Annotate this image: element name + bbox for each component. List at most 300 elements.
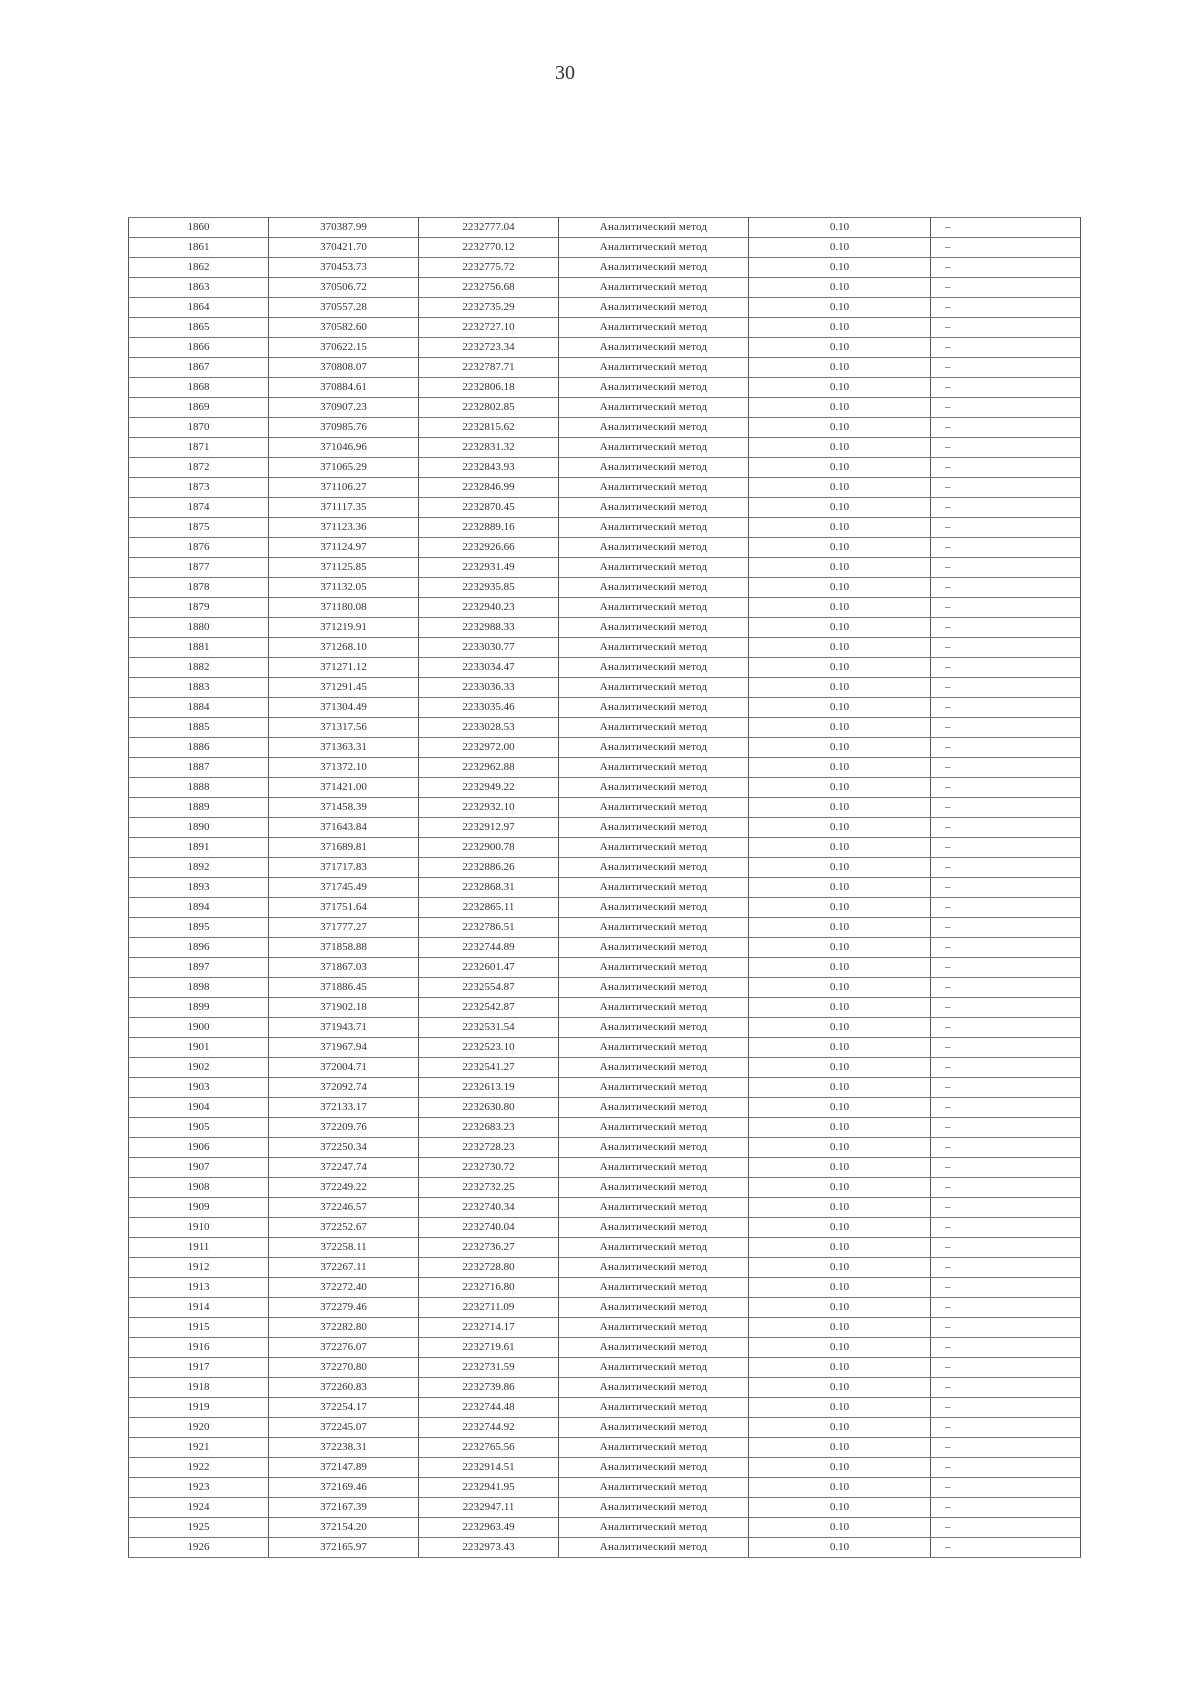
point-number-cell: 1916 — [129, 1338, 269, 1358]
method-cell: Аналитический метод — [559, 378, 749, 398]
table-row — [129, 498, 1081, 518]
accuracy-cell: 0.10 — [749, 278, 931, 298]
accuracy-cell: 0.10 — [749, 498, 931, 518]
method-cell: Аналитический метод — [559, 1078, 749, 1098]
accuracy-cell: 0.10 — [749, 1038, 931, 1058]
table-row — [129, 938, 1081, 958]
x-coordinate-cell: 370557.28 — [269, 298, 419, 318]
page-number: 30 — [555, 62, 575, 84]
point-number-cell: 1900 — [129, 1018, 269, 1038]
table-row — [129, 798, 1081, 818]
point-number-cell: 1914 — [129, 1298, 269, 1318]
y-coordinate-cell: 2232523.10 — [419, 1038, 559, 1058]
table-row — [129, 778, 1081, 798]
y-coordinate-cell: 2232723.34 — [419, 338, 559, 358]
method-cell: Аналитический метод — [559, 1038, 749, 1058]
note-cell: – — [931, 578, 1081, 598]
x-coordinate-cell: 372165.97 — [269, 1538, 419, 1558]
y-coordinate-cell: 2232728.80 — [419, 1258, 559, 1278]
y-coordinate-cell: 2232736.27 — [419, 1238, 559, 1258]
point-number-cell: 1911 — [129, 1238, 269, 1258]
note-cell: – — [931, 1078, 1081, 1098]
table-row — [129, 1078, 1081, 1098]
accuracy-cell: 0.10 — [749, 938, 931, 958]
accuracy-cell: 0.10 — [749, 878, 931, 898]
x-coordinate-cell: 372167.39 — [269, 1498, 419, 1518]
x-coordinate-cell: 372154.20 — [269, 1518, 419, 1538]
point-number-cell: 1864 — [129, 298, 269, 318]
x-coordinate-cell: 371643.84 — [269, 818, 419, 838]
point-number-cell: 1890 — [129, 818, 269, 838]
point-number-cell: 1870 — [129, 418, 269, 438]
x-coordinate-cell: 371268.10 — [269, 638, 419, 658]
method-cell: Аналитический метод — [559, 1538, 749, 1558]
y-coordinate-cell: 2232831.32 — [419, 438, 559, 458]
point-number-cell: 1881 — [129, 638, 269, 658]
table-row — [129, 978, 1081, 998]
table-row — [129, 878, 1081, 898]
point-number-cell: 1879 — [129, 598, 269, 618]
accuracy-cell: 0.10 — [749, 1378, 931, 1398]
x-coordinate-cell: 372272.40 — [269, 1278, 419, 1298]
point-number-cell: 1885 — [129, 718, 269, 738]
note-cell: – — [931, 1358, 1081, 1378]
accuracy-cell: 0.10 — [749, 998, 931, 1018]
point-number-cell: 1912 — [129, 1258, 269, 1278]
x-coordinate-cell: 372279.46 — [269, 1298, 419, 1318]
table-row — [129, 918, 1081, 938]
point-number-cell: 1907 — [129, 1158, 269, 1178]
accuracy-cell: 0.10 — [749, 598, 931, 618]
point-number-cell: 1919 — [129, 1398, 269, 1418]
x-coordinate-cell: 372254.17 — [269, 1398, 419, 1418]
method-cell: Аналитический метод — [559, 678, 749, 698]
x-coordinate-cell: 371363.31 — [269, 738, 419, 758]
method-cell: Аналитический метод — [559, 218, 749, 238]
y-coordinate-cell: 2232935.85 — [419, 578, 559, 598]
x-coordinate-cell: 371106.27 — [269, 478, 419, 498]
table-row — [129, 598, 1081, 618]
note-cell: – — [931, 1478, 1081, 1498]
table-row — [129, 558, 1081, 578]
coordinates-table — [128, 217, 1081, 1558]
table-row — [129, 1338, 1081, 1358]
x-coordinate-cell: 372169.46 — [269, 1478, 419, 1498]
note-cell: – — [931, 1518, 1081, 1538]
note-cell: – — [931, 1238, 1081, 1258]
method-cell: Аналитический метод — [559, 818, 749, 838]
point-number-cell: 1898 — [129, 978, 269, 998]
note-cell: – — [931, 958, 1081, 978]
point-number-cell: 1886 — [129, 738, 269, 758]
point-number-cell: 1892 — [129, 858, 269, 878]
accuracy-cell: 0.10 — [749, 1298, 931, 1318]
y-coordinate-cell: 2233028.53 — [419, 718, 559, 738]
note-cell: – — [931, 698, 1081, 718]
y-coordinate-cell: 2232941.95 — [419, 1478, 559, 1498]
table-row — [129, 718, 1081, 738]
note-cell: – — [931, 538, 1081, 558]
y-coordinate-cell: 2232886.26 — [419, 858, 559, 878]
accuracy-cell: 0.10 — [749, 678, 931, 698]
x-coordinate-cell: 370453.73 — [269, 258, 419, 278]
point-number-cell: 1874 — [129, 498, 269, 518]
point-number-cell: 1866 — [129, 338, 269, 358]
method-cell: Аналитический метод — [559, 978, 749, 998]
accuracy-cell: 0.10 — [749, 1238, 931, 1258]
x-coordinate-cell: 371117.35 — [269, 498, 419, 518]
table-row — [129, 258, 1081, 278]
x-coordinate-cell: 372147.89 — [269, 1458, 419, 1478]
note-cell: – — [931, 1438, 1081, 1458]
y-coordinate-cell: 2232777.04 — [419, 218, 559, 238]
note-cell: – — [931, 918, 1081, 938]
table-row — [129, 218, 1081, 238]
y-coordinate-cell: 2232744.92 — [419, 1418, 559, 1438]
y-coordinate-cell: 2232802.85 — [419, 398, 559, 418]
accuracy-cell: 0.10 — [749, 458, 931, 478]
x-coordinate-cell: 371943.71 — [269, 1018, 419, 1038]
x-coordinate-cell: 372246.57 — [269, 1198, 419, 1218]
y-coordinate-cell: 2232613.19 — [419, 1078, 559, 1098]
point-number-cell: 1876 — [129, 538, 269, 558]
y-coordinate-cell: 2232744.89 — [419, 938, 559, 958]
x-coordinate-cell: 371967.94 — [269, 1038, 419, 1058]
table-row — [129, 318, 1081, 338]
x-coordinate-cell: 370884.61 — [269, 378, 419, 398]
x-coordinate-cell: 372267.11 — [269, 1258, 419, 1278]
point-number-cell: 1925 — [129, 1518, 269, 1538]
accuracy-cell: 0.10 — [749, 478, 931, 498]
point-number-cell: 1902 — [129, 1058, 269, 1078]
y-coordinate-cell: 2232787.71 — [419, 358, 559, 378]
note-cell: – — [931, 1058, 1081, 1078]
method-cell: Аналитический метод — [559, 798, 749, 818]
y-coordinate-cell: 2232740.04 — [419, 1218, 559, 1238]
accuracy-cell: 0.10 — [749, 1158, 931, 1178]
x-coordinate-cell: 371219.91 — [269, 618, 419, 638]
note-cell: – — [931, 1538, 1081, 1558]
note-cell: – — [931, 498, 1081, 518]
x-coordinate-cell: 370907.23 — [269, 398, 419, 418]
point-number-cell: 1921 — [129, 1438, 269, 1458]
x-coordinate-cell: 371777.27 — [269, 918, 419, 938]
method-cell: Аналитический метод — [559, 698, 749, 718]
note-cell: – — [931, 298, 1081, 318]
note-cell: – — [931, 418, 1081, 438]
accuracy-cell: 0.10 — [749, 818, 931, 838]
point-number-cell: 1913 — [129, 1278, 269, 1298]
accuracy-cell: 0.10 — [749, 258, 931, 278]
x-coordinate-cell: 370985.76 — [269, 418, 419, 438]
accuracy-cell: 0.10 — [749, 438, 931, 458]
note-cell: – — [931, 1138, 1081, 1158]
y-coordinate-cell: 2232601.47 — [419, 958, 559, 978]
point-number-cell: 1922 — [129, 1458, 269, 1478]
table-row — [129, 478, 1081, 498]
accuracy-cell: 0.10 — [749, 1218, 931, 1238]
note-cell: – — [931, 458, 1081, 478]
y-coordinate-cell: 2232972.00 — [419, 738, 559, 758]
note-cell: – — [931, 738, 1081, 758]
y-coordinate-cell: 2232731.59 — [419, 1358, 559, 1378]
table-row — [129, 1318, 1081, 1338]
table-row — [129, 738, 1081, 758]
method-cell: Аналитический метод — [559, 638, 749, 658]
method-cell: Аналитический метод — [559, 1118, 749, 1138]
y-coordinate-cell: 2232735.29 — [419, 298, 559, 318]
note-cell: – — [931, 1278, 1081, 1298]
x-coordinate-cell: 371291.45 — [269, 678, 419, 698]
note-cell: – — [931, 838, 1081, 858]
accuracy-cell: 0.10 — [749, 218, 931, 238]
table-row — [129, 1218, 1081, 1238]
x-coordinate-cell: 371858.88 — [269, 938, 419, 958]
method-cell: Аналитический метод — [559, 1198, 749, 1218]
accuracy-cell: 0.10 — [749, 1478, 931, 1498]
table-row — [129, 1118, 1081, 1138]
y-coordinate-cell: 2232786.51 — [419, 918, 559, 938]
method-cell: Аналитический метод — [559, 438, 749, 458]
point-number-cell: 1869 — [129, 398, 269, 418]
method-cell: Аналитический метод — [559, 918, 749, 938]
y-coordinate-cell: 2232962.88 — [419, 758, 559, 778]
note-cell: – — [931, 678, 1081, 698]
y-coordinate-cell: 2232727.10 — [419, 318, 559, 338]
accuracy-cell: 0.10 — [749, 1278, 931, 1298]
y-coordinate-cell: 2232931.49 — [419, 558, 559, 578]
method-cell: Аналитический метод — [559, 1358, 749, 1378]
y-coordinate-cell: 2232926.66 — [419, 538, 559, 558]
y-coordinate-cell: 2232775.72 — [419, 258, 559, 278]
y-coordinate-cell: 2233030.77 — [419, 638, 559, 658]
x-coordinate-cell: 371317.56 — [269, 718, 419, 738]
method-cell: Аналитический метод — [559, 598, 749, 618]
point-number-cell: 1915 — [129, 1318, 269, 1338]
accuracy-cell: 0.10 — [749, 1098, 931, 1118]
y-coordinate-cell: 2232728.23 — [419, 1138, 559, 1158]
accuracy-cell: 0.10 — [749, 1018, 931, 1038]
accuracy-cell: 0.10 — [749, 1418, 931, 1438]
point-number-cell: 1888 — [129, 778, 269, 798]
method-cell: Аналитический метод — [559, 1318, 749, 1338]
y-coordinate-cell: 2232770.12 — [419, 238, 559, 258]
point-number-cell: 1882 — [129, 658, 269, 678]
note-cell: – — [931, 478, 1081, 498]
table-row — [129, 1138, 1081, 1158]
point-number-cell: 1872 — [129, 458, 269, 478]
accuracy-cell: 0.10 — [749, 1258, 931, 1278]
point-number-cell: 1901 — [129, 1038, 269, 1058]
y-coordinate-cell: 2232940.23 — [419, 598, 559, 618]
y-coordinate-cell: 2232900.78 — [419, 838, 559, 858]
point-number-cell: 1878 — [129, 578, 269, 598]
accuracy-cell: 0.10 — [749, 1078, 931, 1098]
y-coordinate-cell: 2232865.11 — [419, 898, 559, 918]
table-row — [129, 1158, 1081, 1178]
accuracy-cell: 0.10 — [749, 1118, 931, 1138]
x-coordinate-cell: 372282.80 — [269, 1318, 419, 1338]
point-number-cell: 1895 — [129, 918, 269, 938]
accuracy-cell: 0.10 — [749, 1518, 931, 1538]
point-number-cell: 1887 — [129, 758, 269, 778]
x-coordinate-cell: 372004.71 — [269, 1058, 419, 1078]
point-number-cell: 1903 — [129, 1078, 269, 1098]
x-coordinate-cell: 372133.17 — [269, 1098, 419, 1118]
method-cell: Аналитический метод — [559, 458, 749, 478]
note-cell: – — [931, 1338, 1081, 1358]
point-number-cell: 1917 — [129, 1358, 269, 1378]
note-cell: – — [931, 898, 1081, 918]
method-cell: Аналитический метод — [559, 738, 749, 758]
table-row — [129, 1098, 1081, 1118]
method-cell: Аналитический метод — [559, 1518, 749, 1538]
note-cell: – — [931, 1118, 1081, 1138]
method-cell: Аналитический метод — [559, 1158, 749, 1178]
method-cell: Аналитический метод — [559, 278, 749, 298]
method-cell: Аналитический метод — [559, 1278, 749, 1298]
x-coordinate-cell: 371867.03 — [269, 958, 419, 978]
note-cell: – — [931, 1098, 1081, 1118]
table-row — [129, 1298, 1081, 1318]
method-cell: Аналитический метод — [559, 1058, 749, 1078]
table-row — [129, 1538, 1081, 1558]
table-row — [129, 638, 1081, 658]
accuracy-cell: 0.10 — [749, 798, 931, 818]
point-number-cell: 1920 — [129, 1418, 269, 1438]
method-cell: Аналитический метод — [559, 318, 749, 338]
method-cell: Аналитический метод — [559, 938, 749, 958]
point-number-cell: 1884 — [129, 698, 269, 718]
x-coordinate-cell: 372247.74 — [269, 1158, 419, 1178]
point-number-cell: 1897 — [129, 958, 269, 978]
y-coordinate-cell: 2232932.10 — [419, 798, 559, 818]
table-row — [129, 1178, 1081, 1198]
table-row — [129, 1258, 1081, 1278]
point-number-cell: 1860 — [129, 218, 269, 238]
x-coordinate-cell: 371421.00 — [269, 778, 419, 798]
method-cell: Аналитический метод — [559, 878, 749, 898]
y-coordinate-cell: 2232947.11 — [419, 1498, 559, 1518]
point-number-cell: 1896 — [129, 938, 269, 958]
accuracy-cell: 0.10 — [749, 918, 931, 938]
method-cell: Аналитический метод — [559, 358, 749, 378]
point-number-cell: 1910 — [129, 1218, 269, 1238]
x-coordinate-cell: 372258.11 — [269, 1238, 419, 1258]
accuracy-cell: 0.10 — [749, 1198, 931, 1218]
table-row — [129, 338, 1081, 358]
table-row — [129, 458, 1081, 478]
x-coordinate-cell: 372238.31 — [269, 1438, 419, 1458]
table-row — [129, 1518, 1081, 1538]
note-cell: – — [931, 258, 1081, 278]
note-cell: – — [931, 558, 1081, 578]
method-cell: Аналитический метод — [559, 1238, 749, 1258]
table-row — [129, 658, 1081, 678]
table-row — [129, 898, 1081, 918]
note-cell: – — [931, 1378, 1081, 1398]
note-cell: – — [931, 278, 1081, 298]
accuracy-cell: 0.10 — [749, 538, 931, 558]
note-cell: – — [931, 598, 1081, 618]
accuracy-cell: 0.10 — [749, 378, 931, 398]
method-cell: Аналитический метод — [559, 338, 749, 358]
accuracy-cell: 0.10 — [749, 618, 931, 638]
accuracy-cell: 0.10 — [749, 1438, 931, 1458]
accuracy-cell: 0.10 — [749, 738, 931, 758]
table-row — [129, 438, 1081, 458]
y-coordinate-cell: 2232756.68 — [419, 278, 559, 298]
note-cell: – — [931, 218, 1081, 238]
method-cell: Аналитический метод — [559, 1218, 749, 1238]
table-row — [129, 1238, 1081, 1258]
table-row — [129, 1058, 1081, 1078]
x-coordinate-cell: 371065.29 — [269, 458, 419, 478]
method-cell: Аналитический метод — [559, 778, 749, 798]
table-row — [129, 818, 1081, 838]
point-number-cell: 1909 — [129, 1198, 269, 1218]
method-cell: Аналитический метод — [559, 578, 749, 598]
note-cell: – — [931, 1498, 1081, 1518]
point-number-cell: 1923 — [129, 1478, 269, 1498]
accuracy-cell: 0.10 — [749, 298, 931, 318]
method-cell: Аналитический метод — [559, 298, 749, 318]
note-cell: – — [931, 1318, 1081, 1338]
accuracy-cell: 0.10 — [749, 1178, 931, 1198]
table-row — [129, 1458, 1081, 1478]
accuracy-cell: 0.10 — [749, 1458, 931, 1478]
note-cell: – — [931, 758, 1081, 778]
y-coordinate-cell: 2232843.93 — [419, 458, 559, 478]
note-cell: – — [931, 778, 1081, 798]
note-cell: – — [931, 658, 1081, 678]
point-number-cell: 1899 — [129, 998, 269, 1018]
table-row — [129, 1498, 1081, 1518]
x-coordinate-cell: 371271.12 — [269, 658, 419, 678]
table-row — [129, 1358, 1081, 1378]
note-cell: – — [931, 438, 1081, 458]
accuracy-cell: 0.10 — [749, 758, 931, 778]
table-row — [129, 1418, 1081, 1438]
method-cell: Аналитический метод — [559, 618, 749, 638]
y-coordinate-cell: 2233035.46 — [419, 698, 559, 718]
accuracy-cell: 0.10 — [749, 958, 931, 978]
y-coordinate-cell: 2232531.54 — [419, 1018, 559, 1038]
y-coordinate-cell: 2232630.80 — [419, 1098, 559, 1118]
method-cell: Аналитический метод — [559, 898, 749, 918]
note-cell: – — [931, 978, 1081, 998]
accuracy-cell: 0.10 — [749, 658, 931, 678]
y-coordinate-cell: 2232711.09 — [419, 1298, 559, 1318]
point-number-cell: 1918 — [129, 1378, 269, 1398]
method-cell: Аналитический метод — [559, 398, 749, 418]
y-coordinate-cell: 2232914.51 — [419, 1458, 559, 1478]
note-cell: – — [931, 1418, 1081, 1438]
point-number-cell: 1877 — [129, 558, 269, 578]
table-row — [129, 698, 1081, 718]
table-row — [129, 578, 1081, 598]
point-number-cell: 1862 — [129, 258, 269, 278]
method-cell: Аналитический метод — [559, 258, 749, 278]
accuracy-cell: 0.10 — [749, 518, 931, 538]
accuracy-cell: 0.10 — [749, 418, 931, 438]
table-row — [129, 998, 1081, 1018]
y-coordinate-cell: 2233036.33 — [419, 678, 559, 698]
x-coordinate-cell: 372249.22 — [269, 1178, 419, 1198]
accuracy-cell: 0.10 — [749, 1498, 931, 1518]
note-cell: – — [931, 1398, 1081, 1418]
method-cell: Аналитический метод — [559, 958, 749, 978]
